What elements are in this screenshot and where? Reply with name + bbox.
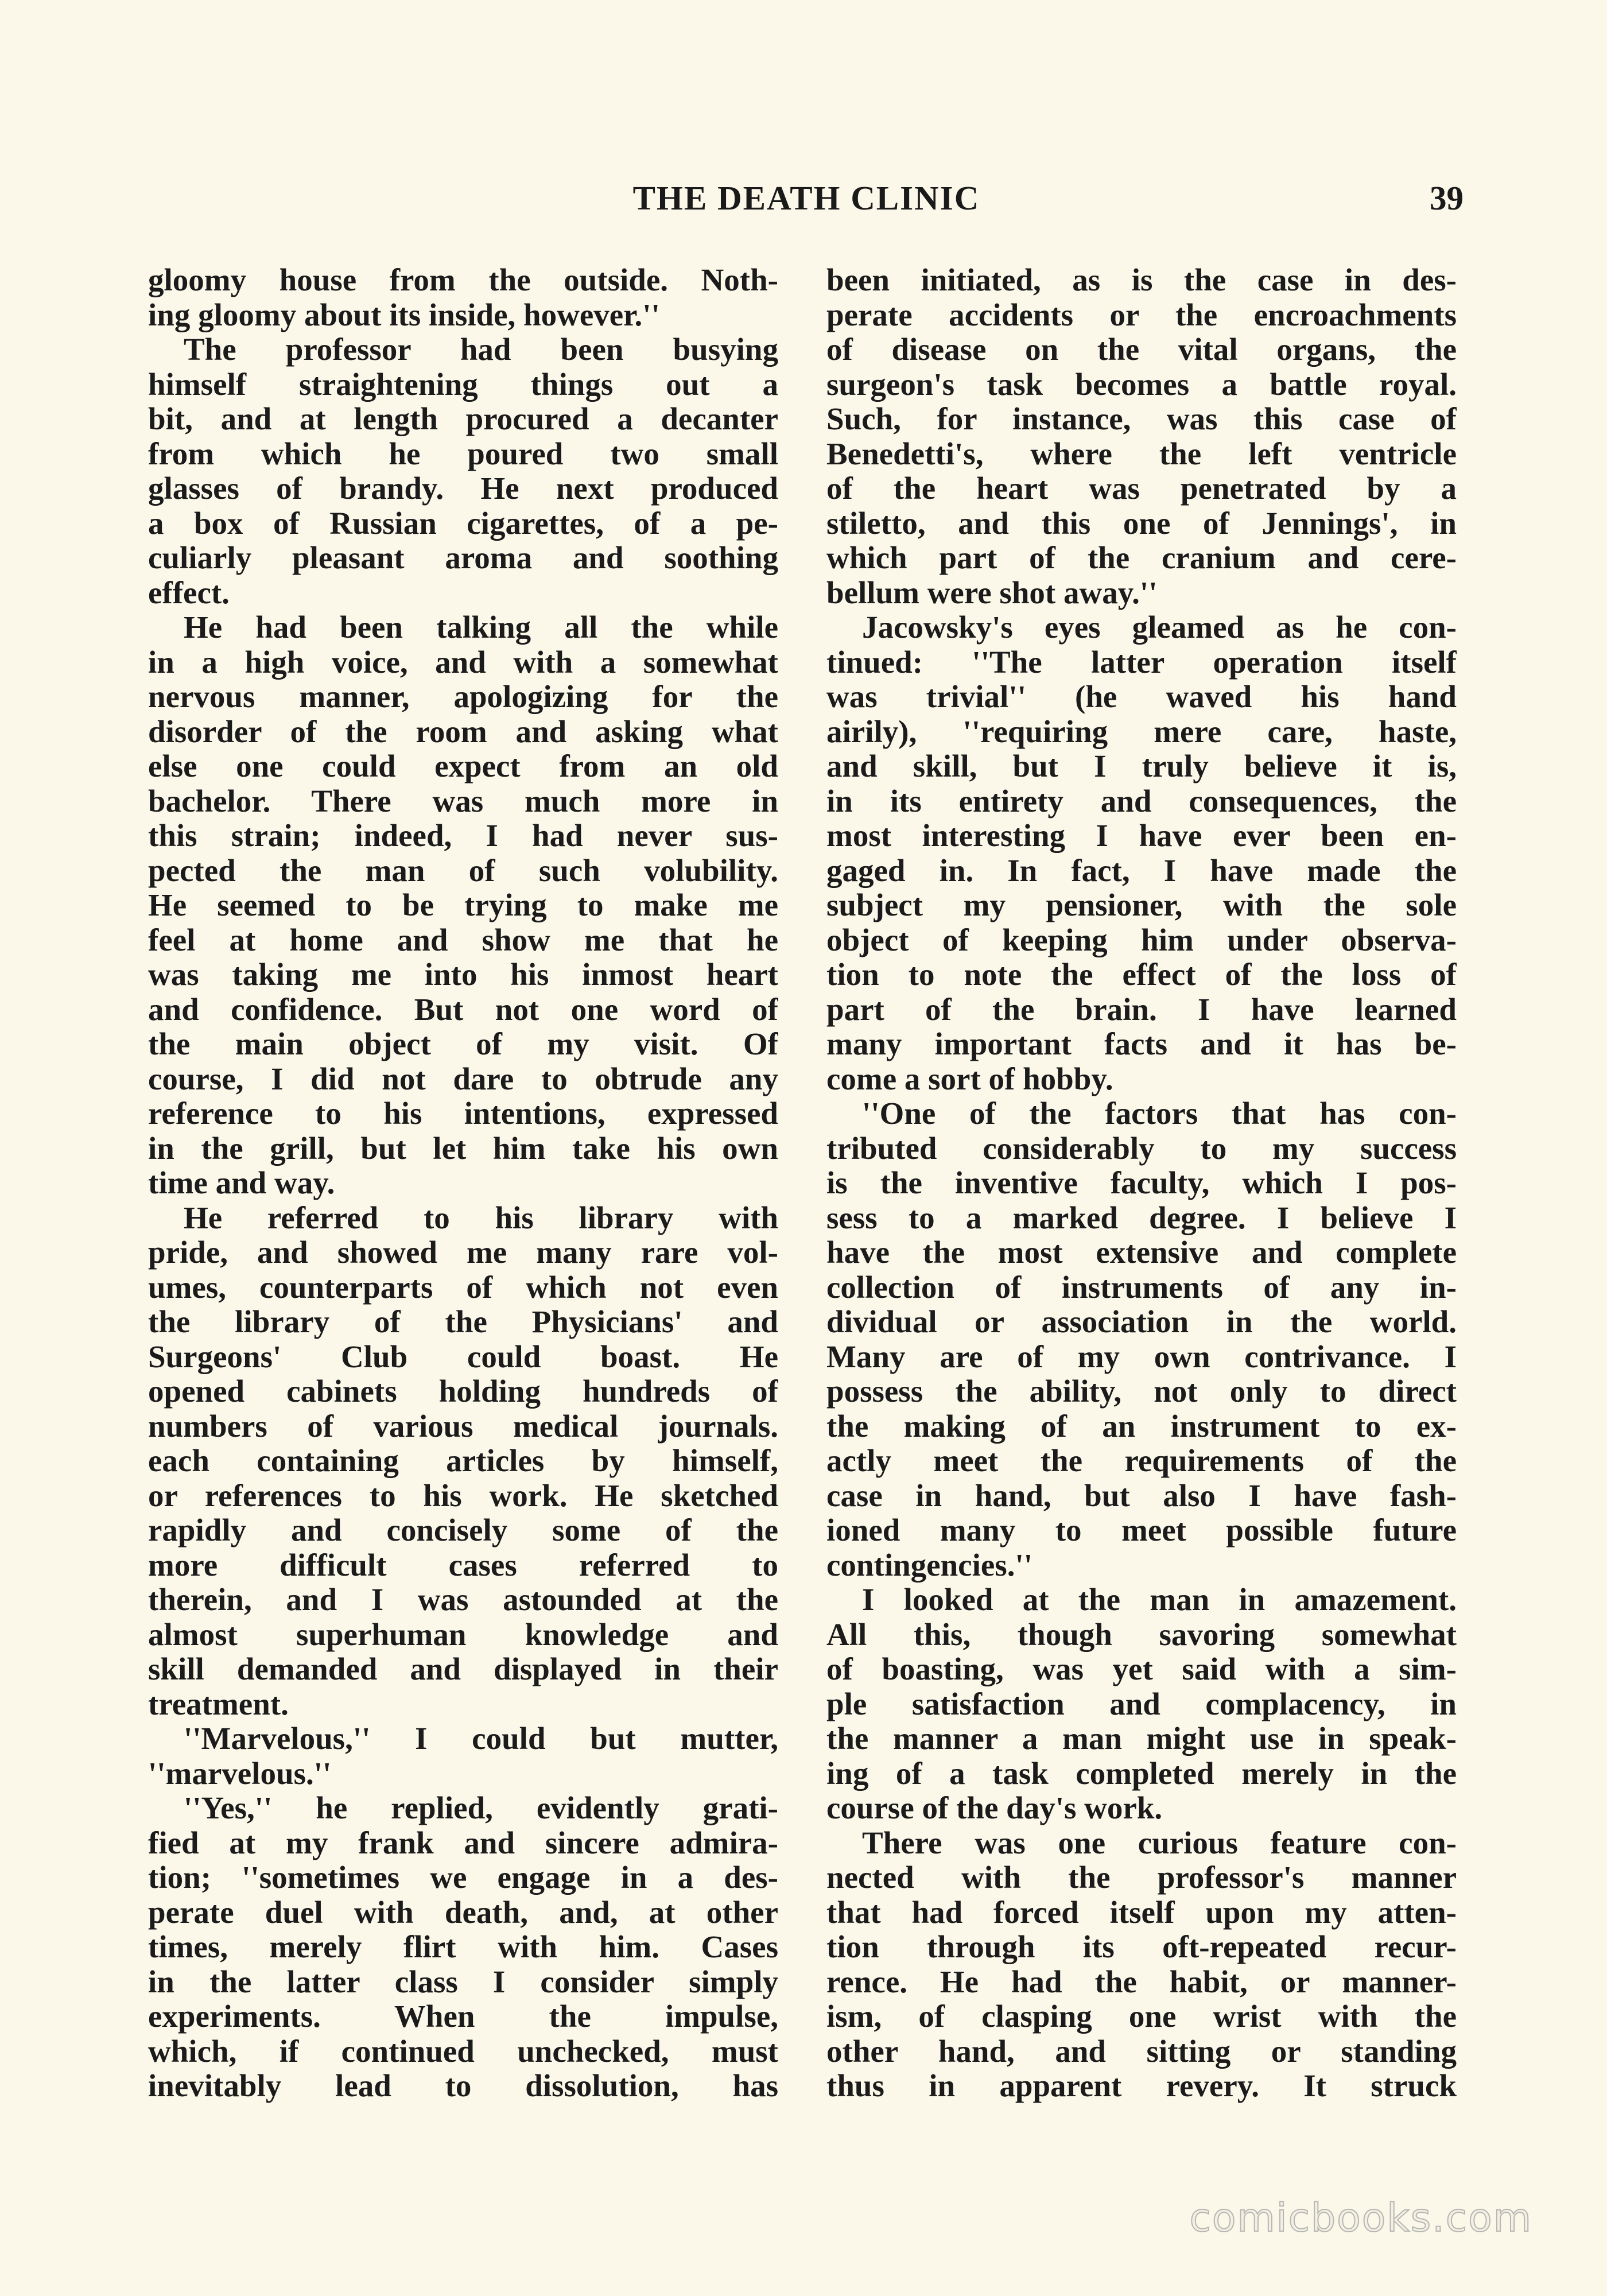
text-line: culiarly pleasant aroma and soothing: [148, 541, 778, 575]
text-line: ioned many to meet possible future: [826, 1513, 1457, 1548]
site-watermark: comicbooks.com: [1189, 2196, 1532, 2241]
text-line: Many are of my own contrivance. I: [826, 1339, 1457, 1374]
text-line: He referred to his library with: [184, 1200, 778, 1235]
text-line: most interesting I have ever been en-: [826, 819, 1457, 853]
text-line: in the grill, but let him take his own: [148, 1131, 778, 1166]
text-line: skill demanded and displayed in their: [148, 1652, 778, 1686]
text-line: that had forced itself upon my atten-: [826, 1895, 1457, 1930]
text-line: therein, and I was astounded at the: [148, 1583, 778, 1617]
text-line: of disease on the vital organs, the: [826, 332, 1457, 367]
text-line: come a sort of hobby.: [826, 1061, 1113, 1096]
text-line: inevitably lead to dissolution, has: [148, 2069, 778, 2103]
text-line: feel at home and show me that he: [148, 922, 778, 957]
text-line: Jacowsky's eyes gleamed as he con-: [862, 610, 1457, 645]
text-line: the library of the Physicians' and: [148, 1305, 778, 1339]
text-line: Benedetti's, where the left ventricle: [826, 436, 1457, 471]
text-line: a box of Russian cigarettes, of a pe-: [148, 506, 778, 541]
text-line: ple satisfaction and complacency, in: [826, 1686, 1457, 1721]
text-line: tion through its oft-repeated recur-: [826, 1930, 1457, 1964]
text-line: in the latter class I consider simply: [148, 1964, 778, 1999]
text-line: and confidence. But not one word of: [148, 992, 778, 1027]
text-line: perate accidents or the encroachments: [826, 297, 1457, 332]
text-line: ''Yes,'' he replied, evidently grati-: [184, 1791, 778, 1825]
text-line: surgeon's task becomes a battle royal.: [826, 367, 1457, 402]
text-line: stiletto, and this one of Jennings', in: [826, 506, 1457, 541]
text-line: pride, and showed me many rare vol-: [148, 1235, 778, 1270]
text-line: gaged in. In fact, I have made the: [826, 853, 1457, 888]
running-title: THE DEATH CLINIC: [632, 179, 980, 217]
text-line: part of the brain. I have learned: [826, 992, 1457, 1027]
text-line: the manner a man might use in speak-: [826, 1721, 1457, 1756]
text-line: rence. He had the habit, or manner-: [826, 1964, 1457, 1999]
text-line: almost superhuman knowledge and: [148, 1617, 778, 1652]
text-line: the main object of my visit. Of: [148, 1027, 778, 1061]
text-line: Surgeons' Club could boast. He: [148, 1339, 778, 1374]
text-line: fied at my frank and sincere admira-: [148, 1825, 778, 1860]
text-line: opened cabinets holding hundreds of: [148, 1374, 778, 1409]
text-line: numbers of various medical journals.: [148, 1409, 778, 1444]
running-head: [149, 175, 1464, 221]
text-line: tion to note the effect of the loss of: [826, 957, 1457, 992]
text-line: experiments. When the impulse,: [148, 1999, 778, 2034]
text-line: the making of an instrument to ex-: [826, 1409, 1457, 1444]
text-line: thus in apparent revery. It struck: [826, 2069, 1457, 2103]
text-line: been initiated, as is the case in des-: [826, 263, 1457, 297]
text-line: of boasting, was yet said with a sim-: [826, 1652, 1457, 1686]
text-line: bachelor. There was much more in: [148, 784, 778, 819]
text-line: airily), ''requiring mere care, haste,: [826, 714, 1457, 749]
text-line: time and way.: [148, 1166, 335, 1200]
text-line: other hand, and sitting or standing: [826, 2034, 1457, 2069]
text-line: each containing articles by himself,: [148, 1444, 778, 1478]
text-line: All this, though savoring somewhat: [826, 1617, 1457, 1652]
text-line: bellum were shot away.'': [826, 575, 1158, 610]
page-number: 39: [1430, 179, 1464, 217]
text-line: nected with the professor's manner: [826, 1860, 1457, 1895]
text-line: case in hand, but also I have fash-: [826, 1478, 1457, 1513]
text-line: perate duel with death, and, at other: [148, 1895, 778, 1930]
text-line: course, I did not dare to obtrude any: [148, 1061, 778, 1096]
text-line: umes, counterparts of which not even: [148, 1270, 778, 1305]
text-column-right: [826, 263, 1457, 2123]
text-line: glasses of brandy. He next produced: [148, 471, 778, 506]
text-line: more difficult cases referred to: [148, 1548, 778, 1583]
text-line: contingencies.'': [826, 1548, 1033, 1583]
text-line: and skill, but I truly believe it is,: [826, 749, 1457, 784]
text-line: which, if continued unchecked, must: [148, 2034, 778, 2069]
text-line: nervous manner, apologizing for the: [148, 680, 778, 714]
text-line: ''One of the factors that has con-: [862, 1096, 1457, 1131]
text-line: in its entirety and consequences, the: [826, 784, 1457, 819]
text-line: which part of the cranium and cere-: [826, 541, 1457, 575]
text-line: collection of instruments of any in-: [826, 1270, 1457, 1305]
text-line: was trivial'' (he waved his hand: [826, 680, 1457, 714]
text-line: bit, and at length procured a decanter: [148, 402, 778, 436]
text-line: from which he poured two small: [148, 436, 778, 471]
text-column-left: [148, 263, 778, 2123]
text-line: have the most extensive and complete: [826, 1235, 1457, 1270]
text-line: possess the ability, not only to direct: [826, 1374, 1457, 1409]
text-line: ism, of clasping one wrist with the: [826, 1999, 1457, 2034]
text-line: Such, for instance, was this case of: [826, 402, 1457, 436]
text-line: subject my pensioner, with the sole: [826, 888, 1457, 922]
text-line: or references to his work. He sketched: [148, 1478, 778, 1513]
text-line: The professor had been busying: [184, 332, 778, 367]
text-line: was taking me into his inmost heart: [148, 957, 778, 992]
text-line: times, merely flirt with him. Cases: [148, 1930, 778, 1964]
text-line: disorder of the room and asking what: [148, 714, 778, 749]
text-line: ing of a task completed merely in the: [826, 1756, 1457, 1791]
text-line: ''marvelous.'': [148, 1756, 332, 1791]
text-line: tributed considerably to my success: [826, 1131, 1457, 1166]
text-line: ''Marvelous,'' I could but mutter,: [184, 1721, 778, 1756]
text-line: tion; ''sometimes we engage in a des-: [148, 1860, 778, 1895]
text-line: gloomy house from the outside. Noth-: [148, 263, 778, 297]
text-line: pected the man of such volubility.: [148, 853, 778, 888]
text-line: course of the day's work.: [826, 1791, 1163, 1825]
text-line: He seemed to be trying to make me: [148, 888, 778, 922]
text-line: many important facts and it has be-: [826, 1027, 1457, 1061]
text-line: There was one curious feature con-: [862, 1825, 1457, 1860]
text-line: object of keeping him under observa-: [826, 922, 1457, 957]
text-line: else one could expect from an old: [148, 749, 778, 784]
text-line: actly meet the requirements of the: [826, 1444, 1457, 1478]
text-line: ing gloomy about its inside, however.'': [148, 297, 660, 332]
text-line: rapidly and concisely some of the: [148, 1513, 778, 1548]
text-line: of the heart was penetrated by a: [826, 471, 1457, 506]
text-line: effect.: [148, 575, 230, 610]
text-line: himself straightening things out a: [148, 367, 778, 402]
text-line: reference to his intentions, expressed: [148, 1096, 778, 1131]
text-line: I looked at the man in amazement.: [862, 1583, 1457, 1617]
text-line: this strain; indeed, I had never sus-: [148, 819, 778, 853]
text-line: in a high voice, and with a somewhat: [148, 645, 778, 680]
text-line: treatment.: [148, 1686, 289, 1721]
text-line: tinued: ''The latter operation itself: [826, 645, 1457, 680]
text-line: He had been talking all the while: [184, 610, 778, 645]
text-line: dividual or association in the world.: [826, 1305, 1457, 1339]
text-line: is the inventive faculty, which I pos-: [826, 1166, 1457, 1200]
text-line: sess to a marked degree. I believe I: [826, 1200, 1457, 1235]
